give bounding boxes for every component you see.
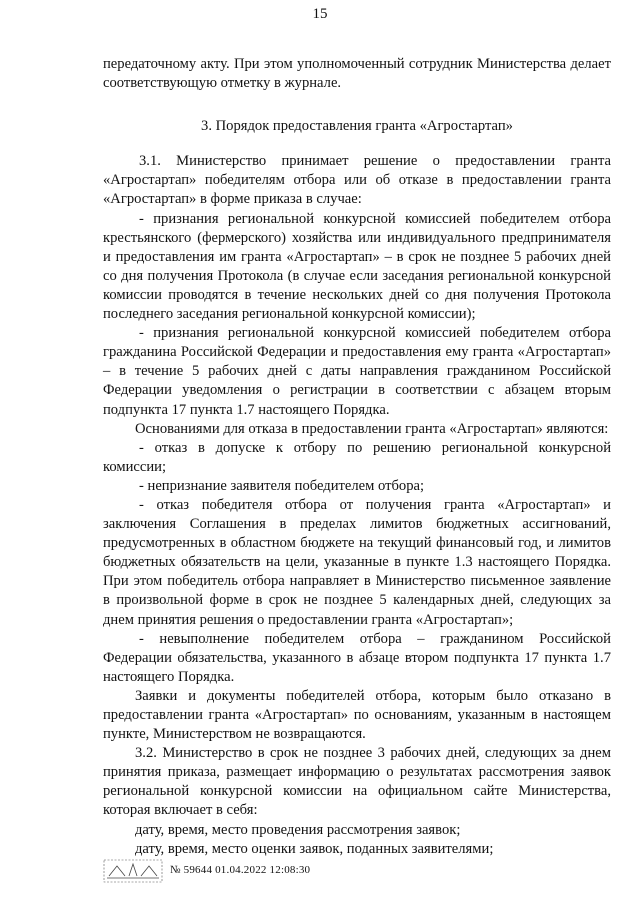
paragraph-not-returned: Заявки и документы победителей отбора, которым было отказано в предоставлении гранта «Агростартап» по основаниям, указанным в настоящем пункте, Министерством не возвращаются. — [103, 687, 611, 743]
paragraph-3-2: 3.2. Министерство в срок не позднее 3 рабочих дней, следующих за днем принятия приказа, размещает информацию о результатах рассмотрения заявок региональной конкурсной комиссии на официальном сайте Министерства, которая включает в себя: — [103, 745, 611, 819]
ministry-stamp-icon — [103, 856, 163, 884]
list-item: дату, время, место проведения рассмотрения заявок; — [135, 821, 461, 838]
list-item: - отказ в допуске к отбору по решению региональной конкурсной комиссии; — [103, 439, 611, 475]
list-item: - невыполнение победителем отбора – гражданином Российской Федерации обязательства, указанного в абзаце втором подпункта 17 пункта 1.7 настоящего Порядка. — [103, 630, 611, 685]
section-title: 3. Порядок предоставления гранта «Агростартап» — [201, 118, 513, 135]
intro-paragraph: передаточному акту. При этом уполномоченный сотрудник Министерства делает соответствующую отметку в журнале. — [103, 56, 611, 92]
document-registration-id: № 59644 01.04.2022 12:08:30 — [170, 864, 311, 876]
list-item: - признания региональной конкурсной комиссией победителем отбора крестьянского (фермерского) хозяйства или индивидуального предпринимателя и предоставления им гранта «Агростартап» – в срок не позднее 5 рабочих дней со дня получения Протокола (в случае если заседания региональной конкурсной комиссии проводятся в течение нескольких дней со дня получения Протокола последнего заседания региональной конкурсной комиссии); — [103, 210, 611, 323]
footer — [103, 856, 623, 886]
list-item: - признания региональной конкурсной комиссией победителем отбора гражданина Российской Федерации и предоставления ему гранта «Агростартап» – в течение 5 рабочих дней с даты направления гражданином Российской Федерации уведомления о регистрации в соответствии с абзацем вторым подпункта 17 пункта 1.7 настоящего Порядка. — [103, 325, 611, 418]
list-item: дату, время, место оценки заявок, поданных заявителями; — [135, 840, 494, 857]
list-item: - непризнание заявителя победителем отбора; — [139, 477, 425, 494]
refusal-grounds-intro: Основаниями для отказа в предоставлении гранта «Агростартап» являются: — [135, 420, 609, 437]
document-body — [103, 55, 611, 859]
page-number: 15 — [312, 6, 328, 22]
paragraph-3-1: 3.1. Министерство принимает решение о предоставлении гранта «Агростартап» победителям отбора или об отказе в предоставлении гранта «Агростартап» в форме приказа в случае: — [103, 153, 611, 208]
list-item: - отказ победителя отбора от получения гранта «Агростартап» и заключения Соглашения в пределах лимитов бюджетных ассигнований, предусмотренных в областном бюджете на текущий финансовый год, и лимитов бюджетных обязательств на цели, указанные в пункте 1.3 настоящего Порядка. При этом победитель отбора направляет в Министерство письменное заявление в произвольной форме в срок не позднее 5 календарных дней, следующих за днем принятия решения о предоставлении гранта «Агростартап»; — [103, 496, 611, 628]
